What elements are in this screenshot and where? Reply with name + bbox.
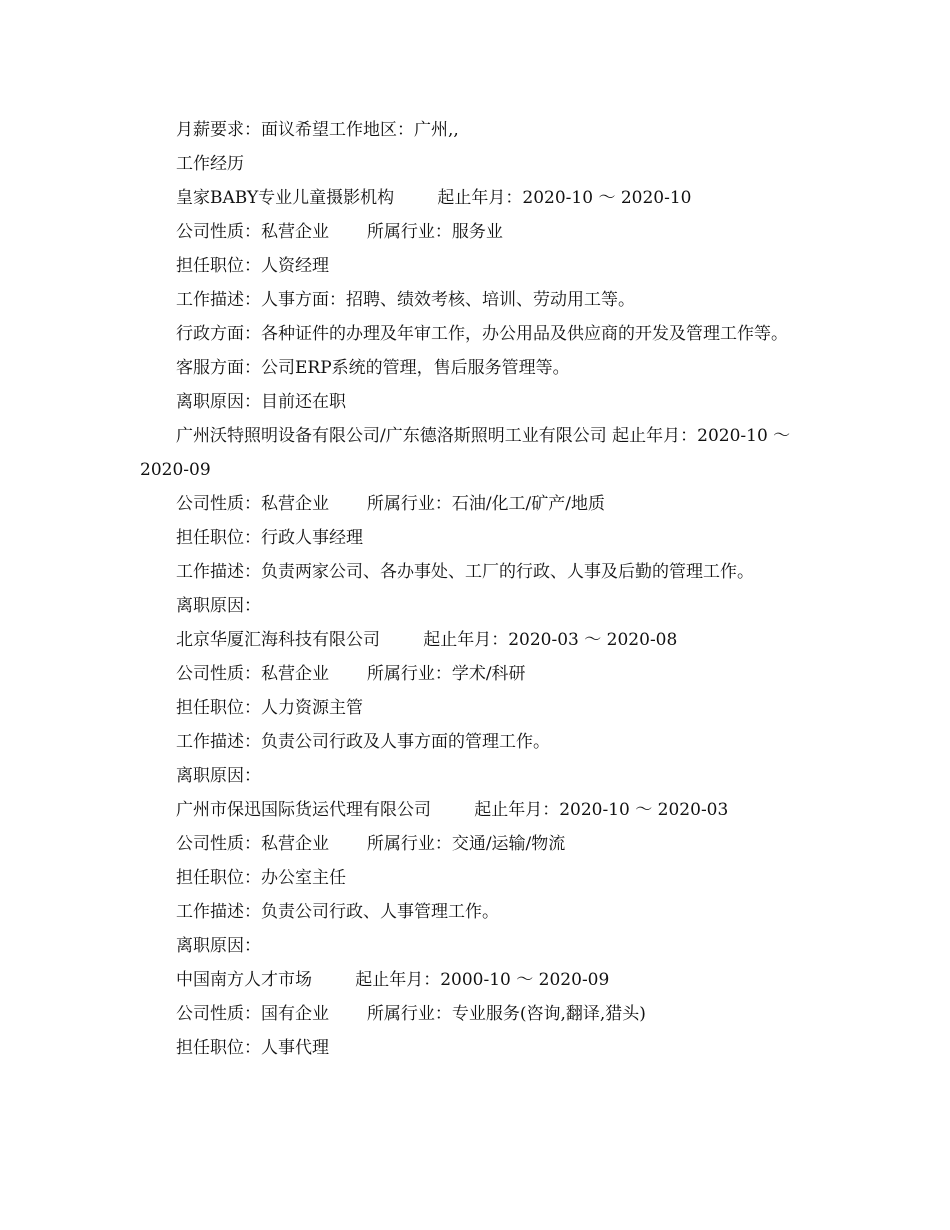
job-1-company-type: 公司性质：私营企业 所属行业：服务业 bbox=[176, 222, 503, 242]
job-4-description: 工作描述：负责公司行政、人事管理工作。 bbox=[176, 902, 499, 922]
job-5-company-type: 公司性质：国有企业 所属行业：专业服务(咨询,翻译,猎头) bbox=[176, 1004, 646, 1024]
job-4-position: 担任职位：办公室主任 bbox=[176, 868, 346, 888]
job-1-description: 工作描述：人事方面：招聘、绩效考核、培训、劳动用工等。 bbox=[176, 290, 635, 310]
job-1-description-service: 客服方面：公司ERP系统的管理，售后服务管理等。 bbox=[176, 358, 570, 378]
job-1-company: 皇家BABY专业儿童摄影机构 起止年月：2020-10 ～ 2020-10 bbox=[176, 188, 692, 208]
job-3-leave-reason: 离职原因： bbox=[176, 766, 261, 786]
job-1-position: 担任职位：人资经理 bbox=[176, 256, 329, 276]
job-3-company: 北京华厦汇海科技有限公司 起止年月：2020-03 ～ 2020-08 bbox=[176, 630, 678, 650]
job-3-company-type: 公司性质：私营企业 所属行业：学术/科研 bbox=[176, 664, 526, 684]
resume-work-history bbox=[140, 113, 812, 1065]
job-1-description-admin: 行政方面：各种证件的办理及年审工作，办公用品及供应商的开发及管理工作等。 bbox=[176, 324, 788, 344]
job-4-leave-reason: 离职原因： bbox=[176, 936, 261, 956]
salary-expectation: 月薪要求：面议希望工作地区：广州,, bbox=[176, 120, 459, 140]
job-2-position: 担任职位：行政人事经理 bbox=[176, 528, 363, 548]
job-4-company-type: 公司性质：私营企业 所属行业：交通/运输/物流 bbox=[176, 834, 566, 854]
job-2-company: 广州沃特照明设备有限公司/广东德洛斯照明工业有限公司 起止年月：2020-10 ～ 2020-09 bbox=[140, 426, 791, 480]
job-4-company: 广州市保迅国际货运代理有限公司 起止年月：2020-10 ～ 2020-03 bbox=[176, 800, 729, 820]
job-5-position: 担任职位：人事代理 bbox=[176, 1038, 329, 1058]
job-2-leave-reason: 离职原因： bbox=[176, 596, 261, 616]
job-1-leave-reason: 离职原因：目前还在职 bbox=[176, 392, 346, 412]
job-5-company: 中国南方人才市场 起止年月：2000-10 ～ 2020-09 bbox=[176, 970, 610, 990]
job-2-company-type: 公司性质：私营企业 所属行业：石油/化工/矿产/地质 bbox=[176, 494, 606, 514]
job-2-description: 工作描述：负责两家公司、各办事处、工厂的行政、人事及后勤的管理工作。 bbox=[176, 562, 754, 582]
section-heading-work-history: 工作经历 bbox=[176, 154, 244, 174]
job-3-description: 工作描述：负责公司行政及人事方面的管理工作。 bbox=[176, 732, 550, 752]
job-3-position: 担任职位：人力资源主管 bbox=[176, 698, 363, 718]
